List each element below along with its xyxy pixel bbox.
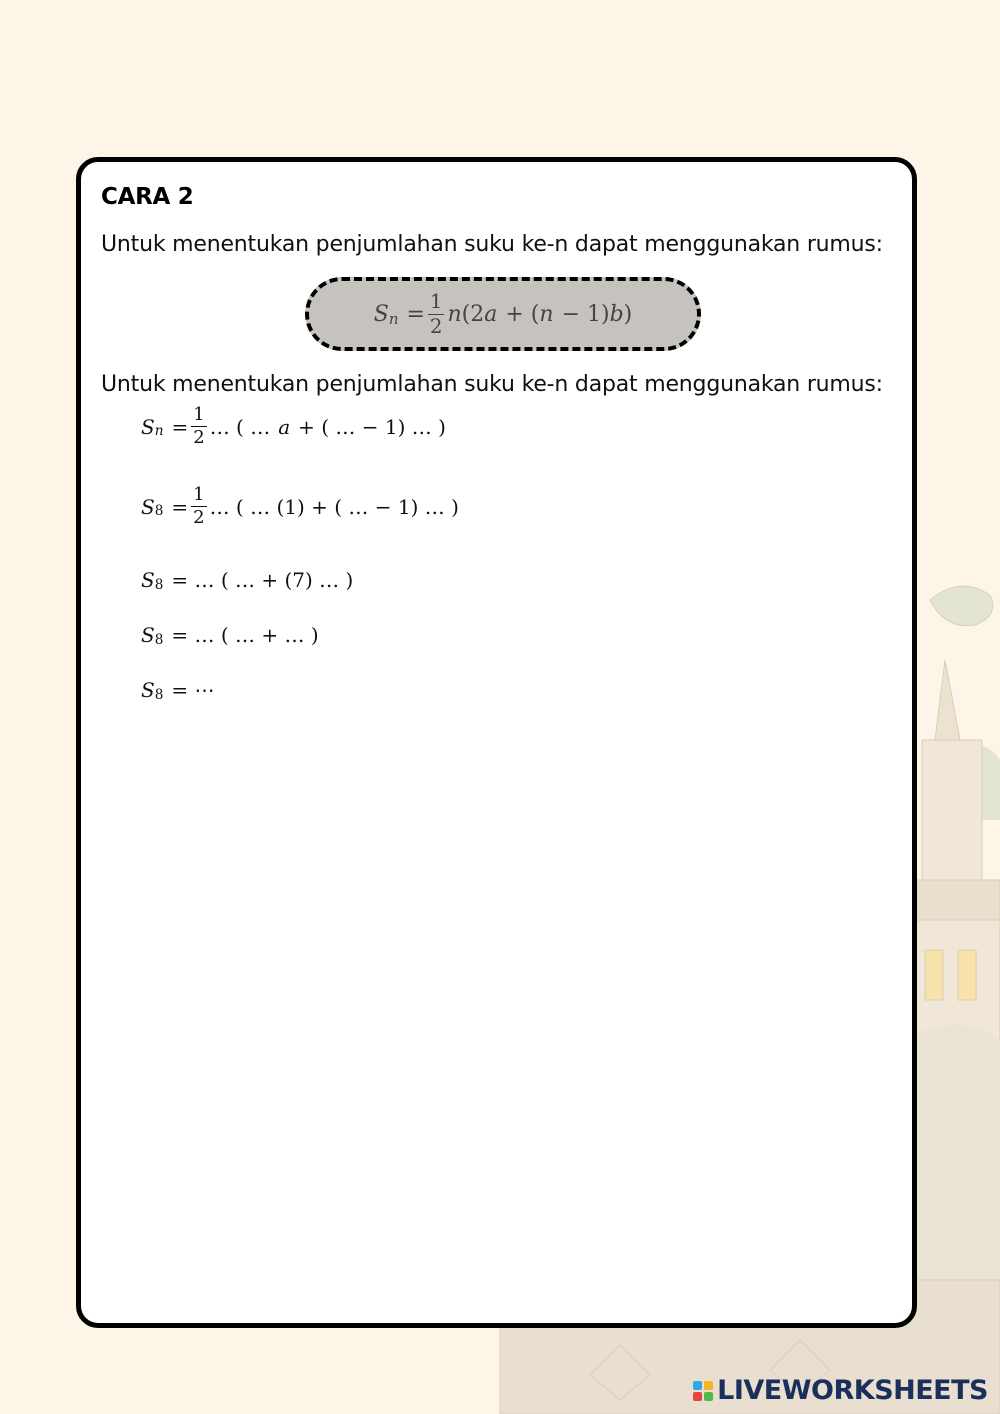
watermark-text: LIVEWORKSHEETS [717, 1375, 988, 1406]
sum-formula: S n = $\frac{1}{2}$ n (2 a + ( n − 1) b ) [373, 289, 633, 338]
instruction-text-2: Untuk menentukan penjumlahan suku ke-n dapat menggunakan rumus: [101, 372, 883, 397]
step-2: S 8 = $\frac{1}{2}$ … ( … (1) + ( … − 1) … ) [141, 484, 459, 528]
liveworksheets-logo-icon [693, 1381, 713, 1401]
liveworksheets-watermark [693, 1375, 988, 1406]
formula-box [305, 277, 701, 351]
formula-fraction: $\frac{1}{2}$ [429, 289, 443, 338]
step-1: S n = $\frac{1}{2}$ … ( … a + ( … − 1) … ) [141, 404, 446, 448]
instruction-text-1: Untuk menentukan penjumlahan suku ke-n dapat menggunakan rumus: [101, 232, 883, 257]
formula-lhs: S [373, 301, 389, 327]
worksheet-card [76, 157, 917, 1328]
section-heading: CARA 2 [101, 184, 194, 210]
step-5: S 8 = ⋯ [141, 678, 215, 703]
step-4: S 8 = … ( … + … ) [141, 623, 319, 648]
step-3: S 8 = … ( … + (7) … ) [141, 568, 354, 593]
formula-lhs-sub: n [388, 310, 399, 329]
